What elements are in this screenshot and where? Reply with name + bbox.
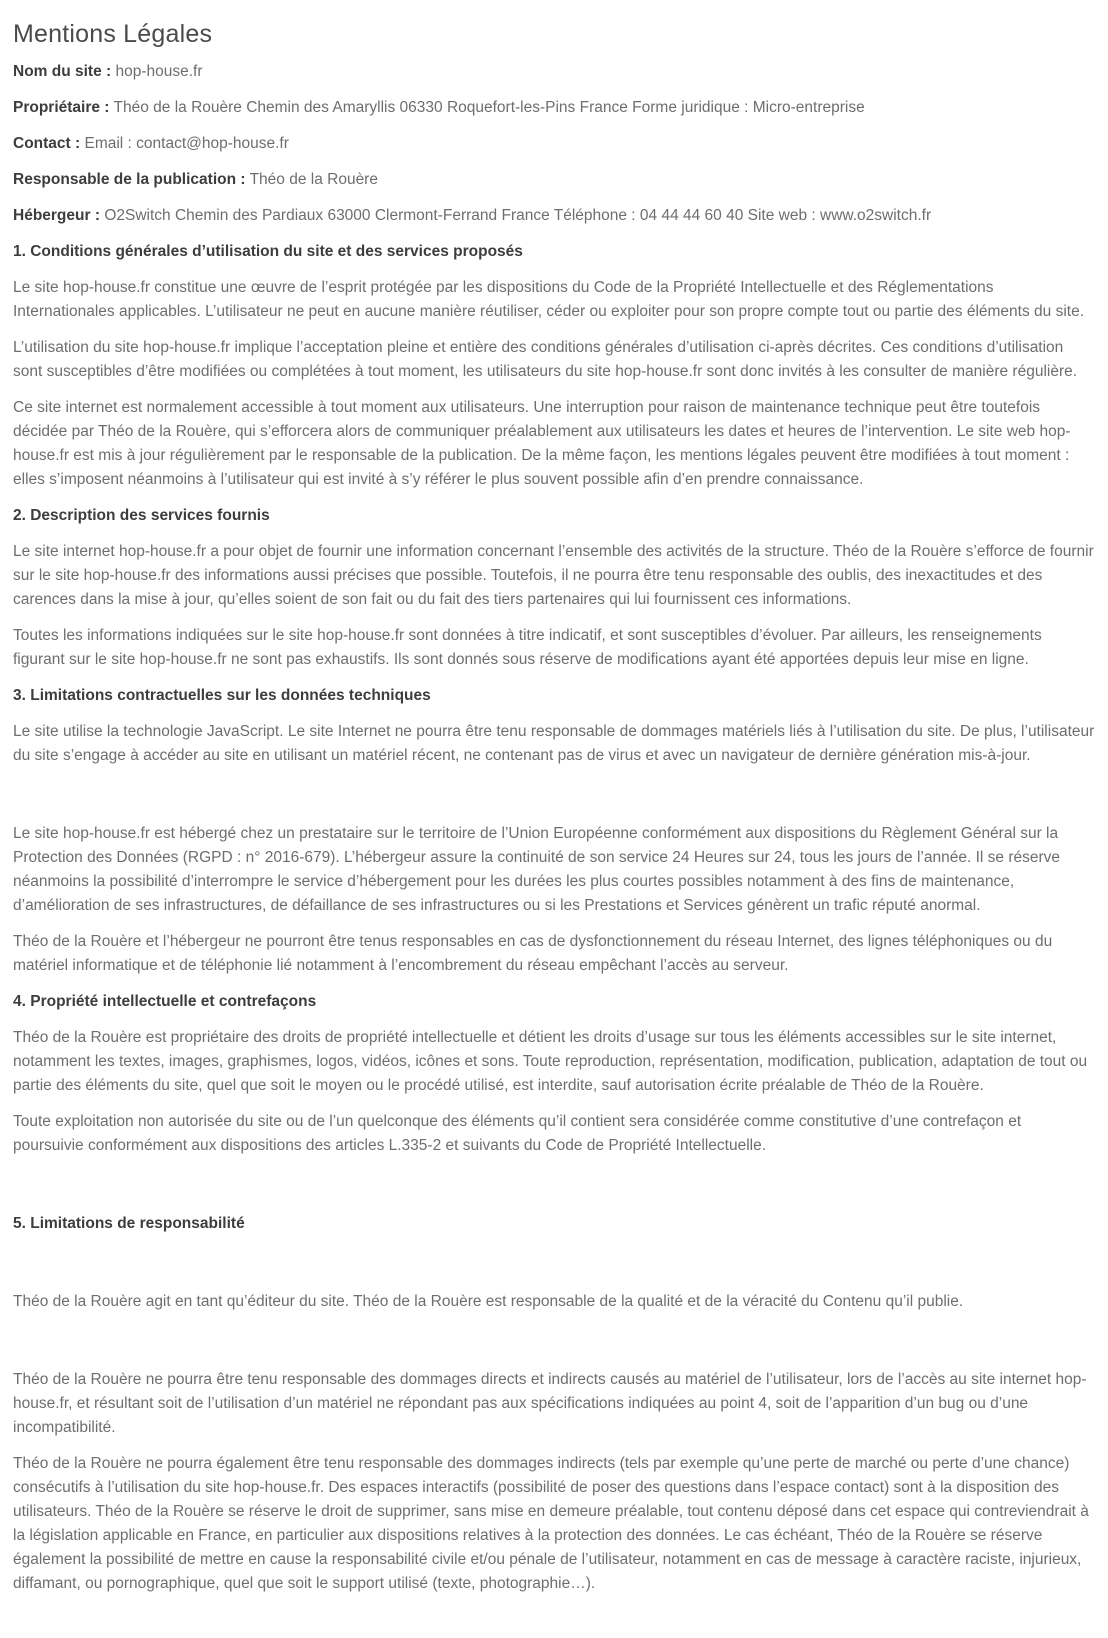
page-title: Mentions Légales — [13, 20, 213, 48]
paragraph: Le site utilise la technologie JavaScript. Le site Internet ne pourra être tenu responsable de dommages matériels liés à l’utilisation du site. De plus, l’utilisateur du site s’engage à accéder au site en utilisant un matériel récent, ne contenant pas de virus et avec un navigateur de dernière génération mis-à-jour. — [13, 723, 1095, 764]
paragraph: L’utilisation du site hop-house.fr implique l’acceptation pleine et entière des conditions générales d’utilisation ci-après décrites. Ces conditions d’utilisation sont susceptibles d’être modifiées ou complétées à tout moment, les utilisateurs du site hop-house.fr sont donc invités à les consulter de manière régulière. — [13, 339, 1078, 380]
section-heading: 3. Limitations contractuelles sur les données techniques — [13, 687, 431, 704]
meta-line — [13, 96, 1095, 120]
paragraph: Toute exploitation non autorisée du site ou de l’un quelconque des éléments qu’il contient sera considérée comme constitutive d’une contrefaçon et poursuivie conformément aux dispositions des articles L.335-2 et suivants du Code de Propriété Intellectuelle. — [13, 1113, 1022, 1154]
meta-label: Propriétaire : — [13, 99, 110, 116]
paragraph: Théo de la Rouère est propriétaire des droits de propriété intellectuelle et détient les droits d’usage sur tous les éléments accessibles sur le site internet, notamment les textes, images, graphismes, logos, vidéos, icônes et sons. Toute reproduction, représentation, modification, publication, adaptation de tout ou partie des éléments du site, quel que soit le moyen ou le procédé utilisé, est interdite, sauf autorisation écrite préalable de Théo de la Rouère. — [13, 1029, 1088, 1094]
section-heading: 4. Propriété intellectuelle et contrefaçons — [13, 993, 317, 1010]
meta-label: Nom du site : — [13, 63, 112, 80]
meta-label: Responsable de la publication : — [13, 171, 246, 188]
paragraph: Théo de la Rouère ne pourra être tenu responsable des dommages directs et indirects causés au matériel de l’utilisateur, lors de l’accès au site internet hop-house.fr, et résultant soit de l’utilisation d’un matériel ne répondant pas aux spécifications indiquées au point 4, soit de l’apparition d’un bug ou d’une incompatibilité. — [13, 1371, 1087, 1436]
paragraph: Théo de la Rouère agit en tant qu’éditeur du site. Théo de la Rouère est responsable de la qualité et de la véracité du Contenu qu’il publie. — [13, 1293, 964, 1310]
meta-value: O2Switch Chemin des Pardiaux 63000 Clermont-Ferrand France Téléphone : 04 44 44 60 40 Site web : www.o2switch.fr — [104, 207, 932, 224]
blank-line — [13, 780, 1095, 810]
legal-section — [13, 240, 1095, 492]
legal-section — [13, 990, 1095, 1200]
legal-section — [13, 1212, 1095, 1596]
meta-value: Théo de la Rouère — [249, 171, 378, 188]
paragraph: Théo de la Rouère et l’hébergeur ne pourront être tenus responsables en cas de dysfonctionnement du réseau Internet, des lignes téléphoniques ou du matériel informatique et de téléphonie lié notamment à l’encombrement du réseau empêchant l’accès au serveur. — [13, 933, 1053, 974]
meta-value: Email : contact@hop-house.fr — [84, 135, 289, 152]
meta-line — [13, 60, 1095, 84]
blank-line — [13, 1326, 1095, 1356]
section-heading: 5. Limitations de responsabilité — [13, 1215, 245, 1232]
legal-section — [13, 684, 1095, 978]
meta-label: Hébergeur : — [13, 207, 100, 224]
meta-label: Contact : — [13, 135, 81, 152]
section-heading: 1. Conditions générales d’utilisation du site et des services proposés — [13, 243, 523, 260]
paragraph: Le site hop-house.fr constitue une œuvre de l’esprit protégée par les dispositions du Code de la Propriété Intellectuelle et des Réglementations Internationales applicables. L’utilisateur ne peut en aucune manière réutiliser, céder ou exploiter pour son propre compte tout ou partie des éléments du site. — [13, 279, 1085, 320]
paragraph: Ce site internet est normalement accessible à tout moment aux utilisateurs. Une interruption pour raison de maintenance technique peut être toutefois décidée par Théo de la Rouère, qui s’efforcera alors de communiquer préalablement aux utilisateurs les dates et heures de l’intervention. Le site web hop-house.fr est mis à jour régulièrement par le responsable de la publication. De la même façon, les mentions légales peuvent être modifiées à tout moment : elles s’imposent néanmoins à l’utilisateur qui est invité à s’y référer le plus souvent possible afin d’en prendre connaissance. — [13, 399, 1071, 488]
paragraph: Théo de la Rouère ne pourra également être tenu responsable des dommages indirects (tels par exemple qu’une perte de marché ou perte d’une chance) consécutifs à l’utilisation du site hop-house.fr. Des espaces interactifs (possibilité de poser des questions dans l’espace contact) sont à la disposition des utilisateurs. Théo de la Rouère se réserve le droit de supprimer, sans mise en demeure préalable, tout contenu déposé dans cet espace qui contreviendrait à la législation applicable en France, en particulier aux dispositions relatives à la protection des données. Le cas échéant, Théo de la Rouère se réserve également la possibilité de mettre en cause la responsabilité civile et/ou pénale de l’utilisateur, notamment en cas de message à caractère raciste, injurieux, diffamant, ou pornographique, quel que soit le support utilisé (texte, photographie…). — [13, 1455, 1089, 1592]
paragraph: Le site internet hop-house.fr a pour objet de fournir une information concernant l’ensemble des activités de la structure. Théo de la Rouère s’efforce de fournir sur le site hop-house.fr des informations aussi précises que possible. Toutefois, il ne pourra être tenu responsable des oublis, des inexactitudes et des carences dans la mise à jour, qu’elles soient de son fait ou du fait des tiers partenaires qui lui fournissent ces informations. — [13, 543, 1094, 608]
blank-line — [13, 1170, 1095, 1200]
meta-line — [13, 132, 1095, 156]
paragraph: Le site hop-house.fr est hébergé chez un prestataire sur le territoire de l’Union Européenne conformément aux dispositions du Règlement Général sur la Protection des Données (RGPD : n° 2016-679). L’hébergeur assure la continuité de son service 24 Heures sur 24, tous les jours de l’année. Il se réserve néanmoins la possibilité d’interrompre le service d’hébergement pour les durées les plus courtes possibles notamment à des fins de maintenance, d’amélioration de ses infrastructures, de défaillance de ses infrastructures ou si les Prestations et Services génèrent un trafic réputé anormal. — [13, 825, 1060, 914]
meta-line — [13, 168, 1095, 192]
meta-value: Théo de la Rouère Chemin des Amaryllis 06330 Roquefort-les-Pins France Forme juridique : Micro-entreprise — [113, 99, 865, 116]
blank-line — [13, 1248, 1095, 1278]
site-meta-block — [13, 60, 1095, 228]
paragraph: Toutes les informations indiquées sur le site hop-house.fr sont données à titre indicatif, et sont susceptibles d’évoluer. Par ailleurs, les renseignements figurant sur le site hop-house.fr ne sont pas exhaustifs. Ils sont donnés sous réserve de modifications ayant été apportées depuis leur mise en ligne. — [13, 627, 1042, 668]
legal-sections-block — [13, 240, 1095, 1596]
legal-section — [13, 504, 1095, 672]
meta-value: hop-house.fr — [115, 63, 203, 80]
meta-line — [13, 204, 1095, 228]
section-heading: 2. Description des services fournis — [13, 507, 270, 524]
